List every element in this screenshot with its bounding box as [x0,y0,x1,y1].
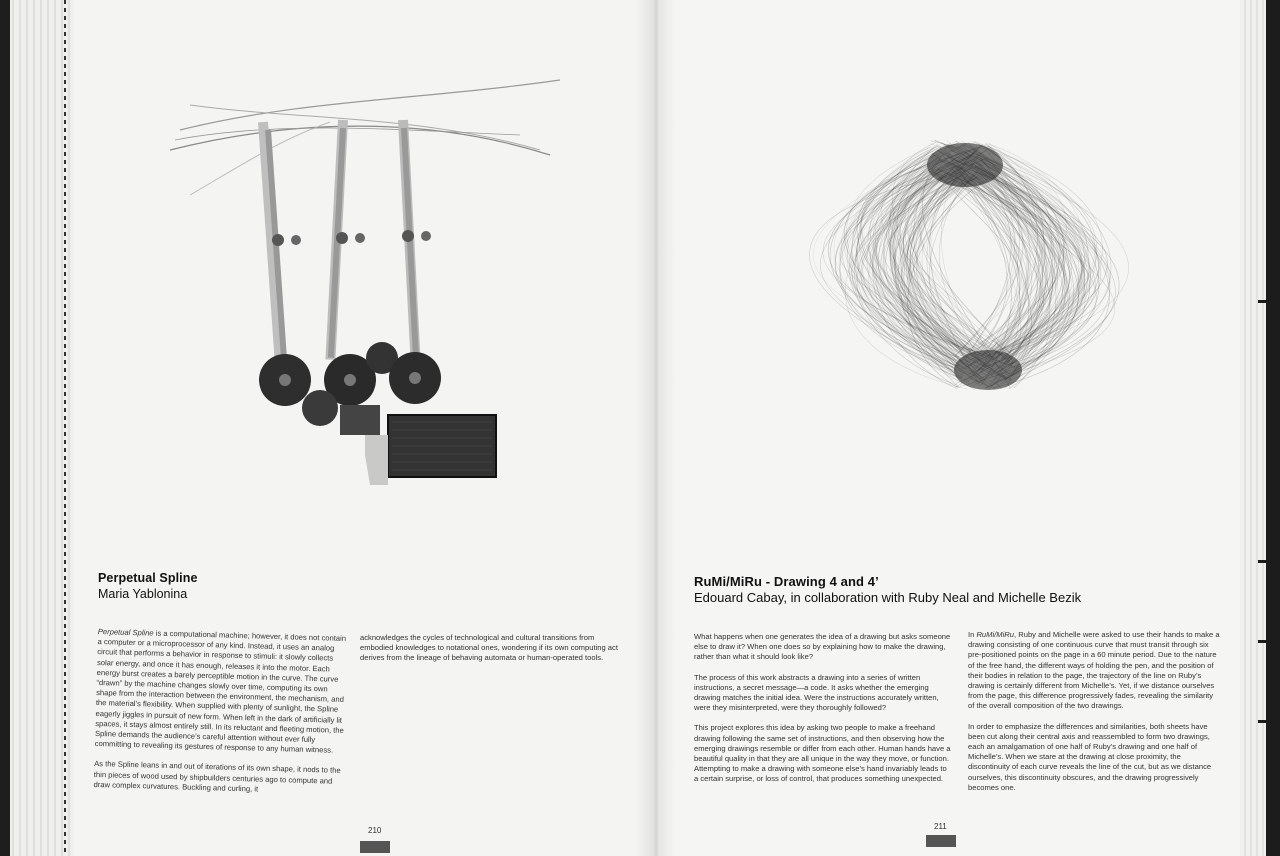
paragraph-text: In [968,630,977,639]
page-tab-marker [360,841,390,853]
right-page-edges [1240,0,1280,856]
paragraph: acknowledges the cycles of technological and cultural transitions from embodied knowledges to notational ones, wondering if its own computing act derives from the lineage of behaving automata or human-operated tools. [360,633,618,663]
work-title-italic: RuMi/MiRu [976,630,1015,639]
paragraph: The process of this work abstracts a drawing into a series of written instructions, a secret message—a code. It asks whether the emerging drawing matches the initial idea. Were the instructions accurately written, were they misinterpreted, were they thoroughly followed? [694,672,939,713]
left-page-edges [0,0,74,856]
paragraph-text: In order to emphasize the differences and similarities, both sheets have been cut along their central axis and reassembled to form two drawings, each an amalgamation of one half of Ruby’s drawing and one half of Michelle’s. When we stare at the drawing at close proximity, the discontinuity of each curve reveals the line of the cut, but as we distance ourselves, this discontinuity obscures, and the drawing progressively becomes one. [968,721,1212,792]
paragraph-text: is a computational machine; however, it does not contain a computer or a microprocessor of any kind. Instead, it uses an analog circuit that performs a behavior in response to stimuli: it slowly collects solar energy, and once it has enough, releases it into the motor. Each energy burst creates a barely perceptible motion in the curve. The curve “drawn” by the machine changes slowly over time, computing its own shape from the interaction between the environment, the mechanism, and the material’s flexibility. When supplied with plenty of sunlight, the Spline eagerly jiggles in pursuit of new form. When left in the dark of artificially lit spaces, it stays almost entirely still. In its reluctant and fleeting motion, the Spline demands the audience’s careful attention without ever fully committing to revealing its gestures of response to any human witness. [94,628,347,755]
work-title-italic: Perpetual Spline [97,627,154,638]
paragraph-text: , Ruby and Michelle were asked to use their hands to make a drawing consisting of one continuous curve that must transit through six pre-positioned points on the page in a 60 minute period. Due to the nature of the free hand, the different ways of holding the pen, and the position of their bodies in relation to the page, the trajectory of the line on Ruby’s drawing is certainly different from Michelle’s. Yet, if we distance ourselves from the page, this difference progressively fades, revealing the similarity of the overall composition of the two drawings. [968,630,1220,711]
page-tab-marker [926,835,956,847]
text-column-2 [968,630,1220,803]
artist-credits: Edouard Cabay, in collaboration with Ruby Neal and Michelle Bezik [694,590,1082,605]
artwork-title: Perpetual Spline [98,571,198,585]
paragraph [968,722,1220,793]
artist-name: Maria Yablonina [98,587,188,601]
page-number: 211 [934,822,947,831]
paragraph: What happens when one generates the idea of a drawing but asks someone else to draw it? When one does so by explaining how to make the drawing, rather than what it should look like? [694,632,951,662]
artwork-title: RuMi/MiRu - Drawing 4 and 4’ [694,574,879,589]
text-column-2 [360,633,628,674]
paragraph [95,627,350,756]
edge-tick [1258,300,1280,303]
continuous-line-drawing [760,90,1180,490]
text-column-1 [93,627,350,807]
edge-tick [1258,560,1280,563]
edge-tick [1258,640,1280,643]
book-cover-edge [0,0,10,856]
paragraph-text: As the Spline leans in and out of iterations of its own shape, it nods to the thin pieces of wood used by shipbuilders centuries ago to compute and draw complex curvatures. Buckling and curling, it [93,759,341,794]
edge-tick [1258,720,1280,723]
left-page [8,0,656,856]
perpetual-spline-photo [160,60,580,500]
binding-stitch [64,0,66,856]
paragraph [968,630,1220,712]
text-column-1 [694,632,952,795]
paragraph [93,759,346,797]
paragraph: This project explores this idea by asking two people to make a freehand drawing following the same set of instructions, and then observing how the emerging drawings resemble or differ from each other. Human hands have a beautiful quality in that they are all unique in the way they move, or function. Attempting to make a drawing with someone else’s hand invariably leads to a certain surprise, or loss of control, that produces something unexpected. [694,723,951,784]
page-number: 210 [368,826,382,835]
book-cover-edge [1266,0,1280,856]
